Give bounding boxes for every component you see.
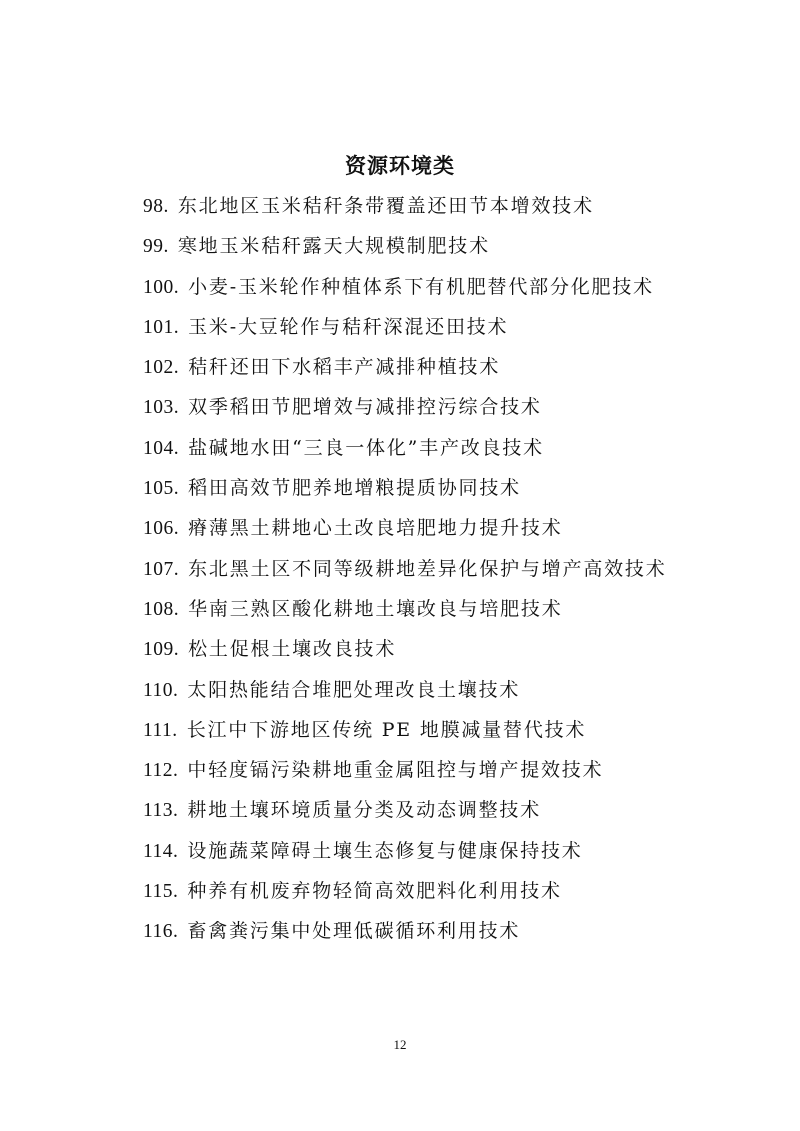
item-number: 100. [143,276,180,298]
item-number: 106. [143,518,180,540]
item-number: 104. [143,437,180,459]
item-text: 长江中下游地区传统 PE 地膜减量替代技术 [186,718,587,741]
item-number: 107. [143,558,180,580]
list-item [143,629,760,669]
list-item [143,267,760,307]
item-text: 中轻度镉污染耕地重金属阻控与增产提效技术 [187,759,604,782]
item-number: 105. [143,478,180,500]
list-item [143,911,760,951]
item-text: 耕地土壤环境质量分类及动态调整技术 [187,799,542,822]
item-number: 102. [143,357,180,379]
list-item [143,387,760,427]
list-item [143,307,760,347]
list-item [143,226,760,266]
item-text: 玉米-大豆轮作与秸秆深混还田技术 [188,315,509,338]
item-number: 114. [143,840,179,862]
item-text: 华南三熟区酸化耕地土壤改良与培肥技术 [188,597,563,620]
item-number: 110. [143,679,179,701]
item-text: 松土促根土壤改良技术 [188,638,397,661]
item-number: 108. [143,598,180,620]
item-number: 112. [143,760,179,782]
item-number: 113. [143,800,179,822]
list-item [143,790,760,830]
item-number: 98. [143,196,169,217]
item-text: 稻田高效节肥养地增粮提质协同技术 [188,477,521,500]
item-number: 115. [143,881,179,903]
item-text: 东北地区玉米秸秆条带覆盖还田节本增效技术 [177,195,594,217]
item-text: 双季稻田节肥增效与减排控污综合技术 [188,396,542,419]
item-number: 111. [143,719,178,741]
list-item [143,589,760,629]
list-item [143,347,760,387]
technology-list [143,186,760,952]
item-number: 101. [143,316,180,338]
list-item [143,871,760,911]
item-text: 畜禽粪污集中处理低碳循环利用技术 [187,920,521,943]
list-item [143,468,760,508]
item-text: 小麦-玉米轮作种植体系下有机肥替代部分化肥技术 [188,275,654,298]
list-item [143,428,760,468]
list-item [143,549,760,589]
item-text: 盐碱地水田“三良一体化”丰产改良技术 [188,436,544,459]
item-text: 种养有机废弃物轻简高效肥料化利用技术 [187,880,562,903]
list-item [143,750,760,790]
list-item [143,508,760,548]
item-text: 太阳热能结合堆肥处理改良土壤技术 [187,678,521,701]
page-number: 12 [393,1037,407,1052]
section-title: 资源环境类 [345,154,455,178]
item-number: 109. [143,639,180,661]
list-item [143,831,760,871]
item-text: 秸秆还田下水稻丰产减排种植技术 [188,356,501,379]
item-text: 设施蔬菜障碍土壤生态修复与健康保持技术 [187,839,583,862]
item-number: 103. [143,397,180,419]
item-text: 东北黑土区不同等级耕地差异化保护与增产高效技术 [188,557,667,580]
item-number: 116. [143,921,179,943]
list-item [143,186,760,226]
item-text: 寒地玉米秸秆露天大规模制肥技术 [177,235,490,258]
list-item [143,710,760,750]
list-item [143,670,760,710]
item-number: 99. [143,236,169,258]
item-text: 瘠薄黑土耕地心土改良培肥地力提升技术 [188,517,563,540]
